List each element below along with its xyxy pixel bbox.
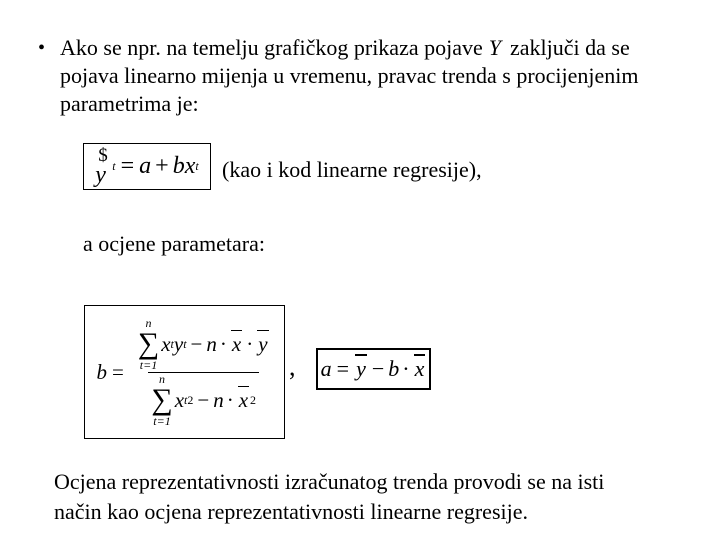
dot-operator: ·	[402, 356, 410, 381]
separator-comma: ,	[289, 352, 296, 381]
intro-line-1-post: zaključi da se	[510, 35, 630, 60]
x-bar: x	[238, 387, 249, 412]
dot-operator: ·	[226, 387, 234, 412]
y-hat-symbol	[95, 144, 112, 188]
var-n: n	[206, 331, 217, 356]
var-x: x	[161, 331, 171, 356]
subscript-t: t	[170, 336, 174, 351]
subscript-t: t	[195, 159, 199, 173]
var-x: x	[174, 387, 185, 412]
sum-lower-limit: t=1	[139, 357, 158, 372]
dot-operator: ·	[219, 331, 227, 356]
hat-glyph: $	[98, 144, 108, 166]
param-b: b	[388, 356, 400, 381]
y-glyph: y	[95, 161, 106, 188]
x-bar: x	[414, 356, 425, 381]
minus-sign: −	[190, 331, 203, 356]
summation-symbol	[151, 373, 172, 428]
closing-line-2: način kao ocjena reprezentativnosti linearne regresije.	[54, 499, 528, 524]
intro-line-2: pojava linearno mijenja u vremenu, pravac trenda s procijenjenim	[60, 63, 639, 88]
var-n: n	[213, 387, 224, 412]
superscript-2: 2	[187, 392, 194, 407]
param-a: a	[139, 153, 152, 179]
parameters-caption: a ocjene parametara:	[83, 231, 265, 256]
numerator	[135, 317, 273, 372]
intro-line-1	[60, 34, 630, 62]
summation-symbol	[138, 317, 159, 372]
y-bar: y	[356, 356, 366, 381]
fraction	[135, 317, 273, 428]
b-estimator-box	[84, 305, 285, 439]
equals-sign: =	[336, 356, 350, 381]
regression-note: (kao i kod linearne regresije),	[222, 157, 482, 182]
closing-paragraph	[54, 467, 604, 527]
intro-paragraph	[38, 34, 698, 118]
bullet-indent	[38, 62, 60, 90]
param-b: b	[172, 153, 185, 179]
a-estimator-box	[316, 348, 431, 390]
intro-line-3: parametrima je:	[60, 91, 199, 116]
sum-lower-limit: t=1	[153, 413, 171, 428]
sum-upper-limit: n	[145, 315, 152, 330]
subscript-t: t	[183, 336, 187, 351]
minus-sign: −	[371, 356, 385, 381]
equals-sign: =	[120, 153, 135, 179]
minus-sign: −	[197, 387, 210, 412]
bullet-icon: •	[38, 37, 46, 59]
trend-equation-box	[83, 143, 211, 190]
x-bar: x	[231, 331, 242, 356]
equals-sign: =	[111, 359, 124, 384]
denominator	[148, 372, 259, 428]
subscript-t: t	[184, 392, 188, 407]
closing-line-1: Ocjena reprezentativnosti izračunatog trenda provodi se na isti	[54, 469, 605, 494]
var-y: y	[173, 331, 184, 356]
subscript-t: t	[112, 159, 116, 173]
var-x: x	[184, 153, 196, 179]
bullet-indent	[38, 90, 60, 118]
sigma-icon: ∑	[151, 382, 173, 416]
superscript-2: 2	[250, 392, 257, 407]
param-a: a	[320, 356, 332, 381]
intro-line-1-pre: Ako se npr. na temelju grafičkog prikaza pojave	[60, 35, 483, 60]
sum-upper-limit: n	[158, 371, 165, 386]
sigma-icon: ∑	[137, 326, 160, 360]
variable-y: Y	[488, 35, 501, 60]
plus-sign: +	[155, 153, 169, 179]
dot-operator: ·	[246, 331, 254, 356]
param-b: b	[96, 359, 107, 384]
y-bar: y	[258, 331, 268, 356]
